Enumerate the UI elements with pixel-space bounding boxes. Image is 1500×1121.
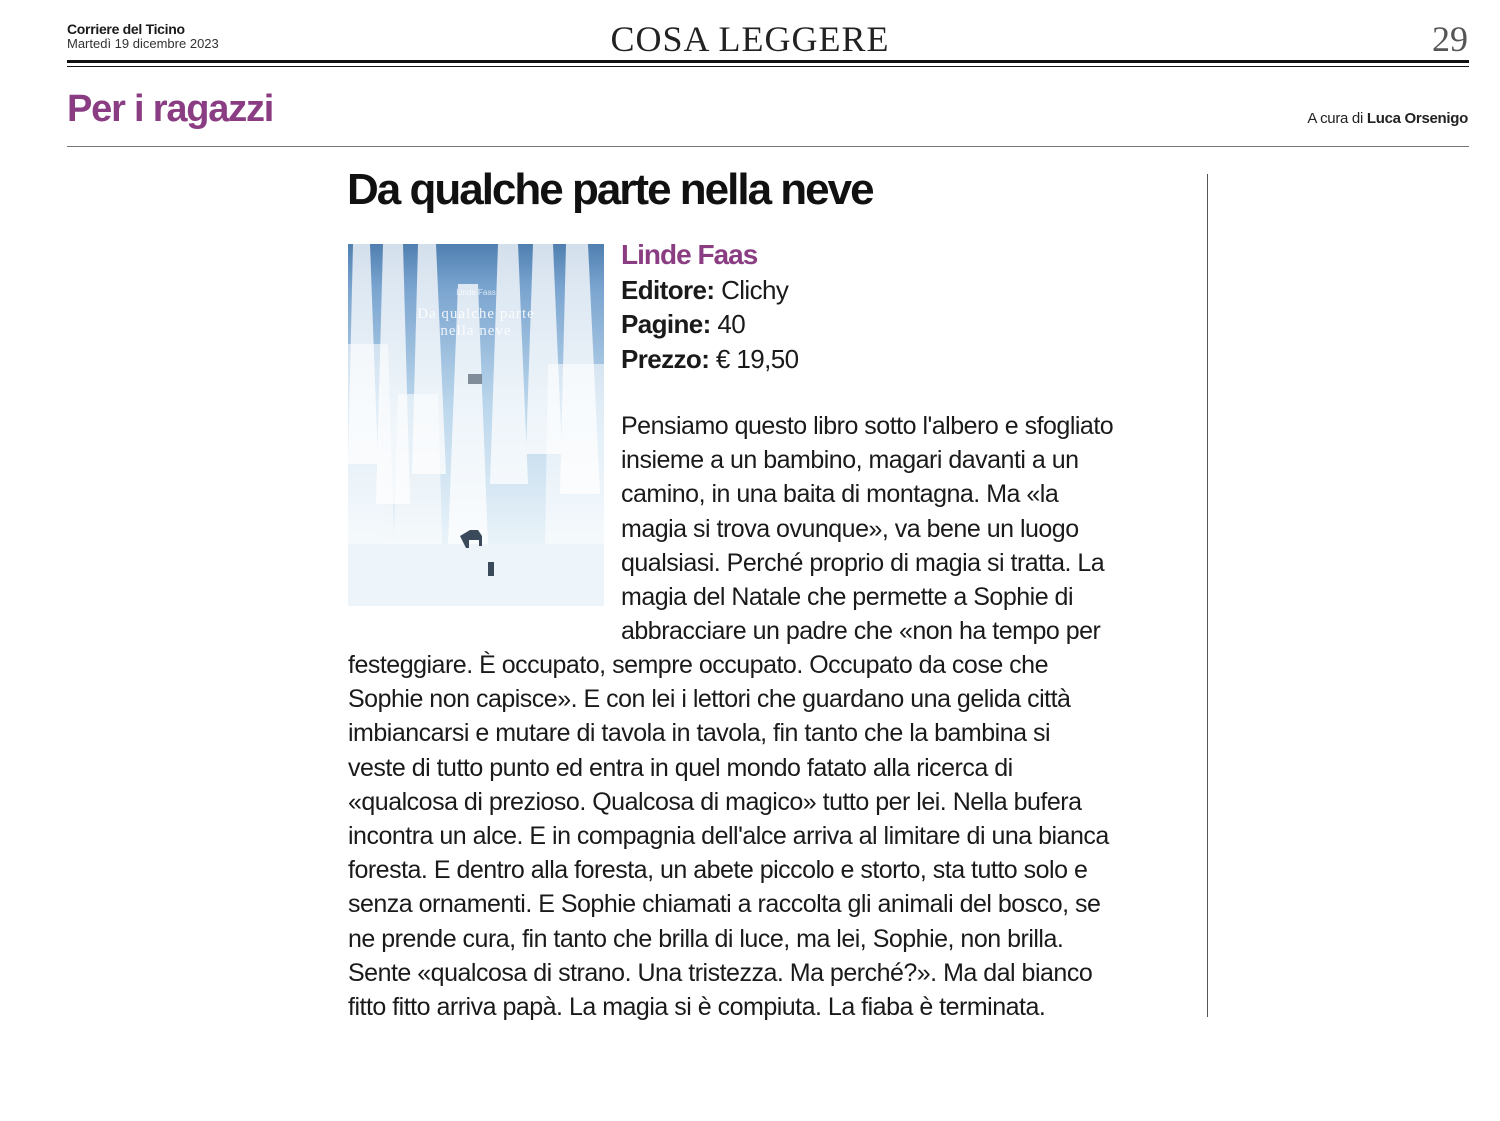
body-line: fitto fitto arriva papà. La magia si è compiuta. La fiaba è terminata.	[348, 993, 1046, 1022]
newspaper-name: Corriere del Ticino	[67, 21, 185, 37]
article-headline: Da qualche parte nella neve	[347, 165, 873, 214]
book-details	[621, 238, 798, 376]
snow-forest-illustration	[348, 244, 604, 606]
body-line: senza ornamenti. E Sophie chiamati a raccolta gli animali del bosco, se	[348, 890, 1101, 919]
body-line: magia si trova ovunque», va bene un luogo	[621, 514, 1079, 543]
cover-title	[348, 306, 604, 341]
article-body-narrow	[621, 409, 1113, 648]
header-rule	[67, 60, 1469, 63]
body-line: abbracciare un padre che «non ha tempo per	[621, 617, 1101, 646]
curator-name: Luca Orsenigo	[1366, 110, 1468, 127]
book-author: Linde Faas	[621, 239, 758, 270]
category-title: Per i ragazzi	[67, 88, 274, 130]
page-number: 29	[1432, 19, 1468, 59]
curator-prefix: A cura di	[1307, 110, 1363, 127]
header-rule-thin	[67, 66, 1469, 67]
body-line: magia del Natale che permette a Sophie di	[621, 583, 1074, 612]
curator-credit	[1307, 110, 1468, 127]
body-line: foresta. E dentro alla foresta, un abete piccolo e storto, sta tutto solo e	[348, 856, 1088, 885]
body-line: qualsiasi. Perché proprio di magia si tratta. La	[621, 548, 1105, 577]
editor-row	[621, 273, 798, 308]
body-line: veste di tutto punto ed entra in quel mondo fatato alla ricerca di	[348, 753, 1013, 782]
article-body-wide	[348, 648, 1109, 1024]
pages-label: Pagine:	[621, 309, 711, 339]
body-line: «qualcosa di prezioso. Qualcosa di magico» tutto per lei. Nella bufera	[348, 787, 1082, 816]
editor-value: Clichy	[721, 274, 789, 305]
editor-label: Editore:	[621, 274, 715, 305]
column-divider	[1207, 174, 1208, 1017]
body-line: Sente «qualcosa di strano. Una tristezza. Ma perché?». Ma dal bianco	[348, 958, 1093, 987]
body-line: camino, in una baita di montagna. Ma «la	[621, 480, 1059, 509]
pages-row	[621, 307, 798, 342]
girl-figure	[488, 562, 494, 576]
price-row	[621, 342, 798, 377]
body-line: incontra un alce. E in compagnia dell'alce arriva al limitare di una bianca	[348, 822, 1109, 851]
book-cover-image	[348, 244, 604, 606]
section-title: COSA LEGGERE	[610, 19, 890, 59]
cover-title-line: Da qualche parte	[417, 306, 535, 322]
body-line: festeggiare. È occupato, sempre occupato. Occupato da cose che	[348, 651, 1048, 679]
category-rule	[67, 146, 1469, 147]
body-line: Sophie non capisce». E con lei i lettori che guardano una gelida città	[348, 685, 1071, 714]
body-line: insieme a un bambino, magari davanti a un	[621, 446, 1079, 475]
price-value: € 19,50	[715, 343, 799, 374]
body-line: imbiancarsi e mutare di tavola in tavola, fin tanto che la bambina si	[348, 719, 1050, 748]
cover-title-line: nella neve	[440, 323, 512, 340]
cover-author: Linde Faas	[456, 288, 496, 297]
body-line: ne prende cura, fin tanto che brilla di luce, ma lei, Sophie, non brilla.	[348, 924, 1064, 953]
issue-date: Martedì 19 dicembre 2023	[67, 35, 219, 51]
pages-value: 40	[717, 309, 746, 339]
body-line: Pensiamo questo libro sotto l'albero e sfogliato	[621, 412, 1114, 440]
price-label: Prezzo:	[621, 343, 710, 374]
